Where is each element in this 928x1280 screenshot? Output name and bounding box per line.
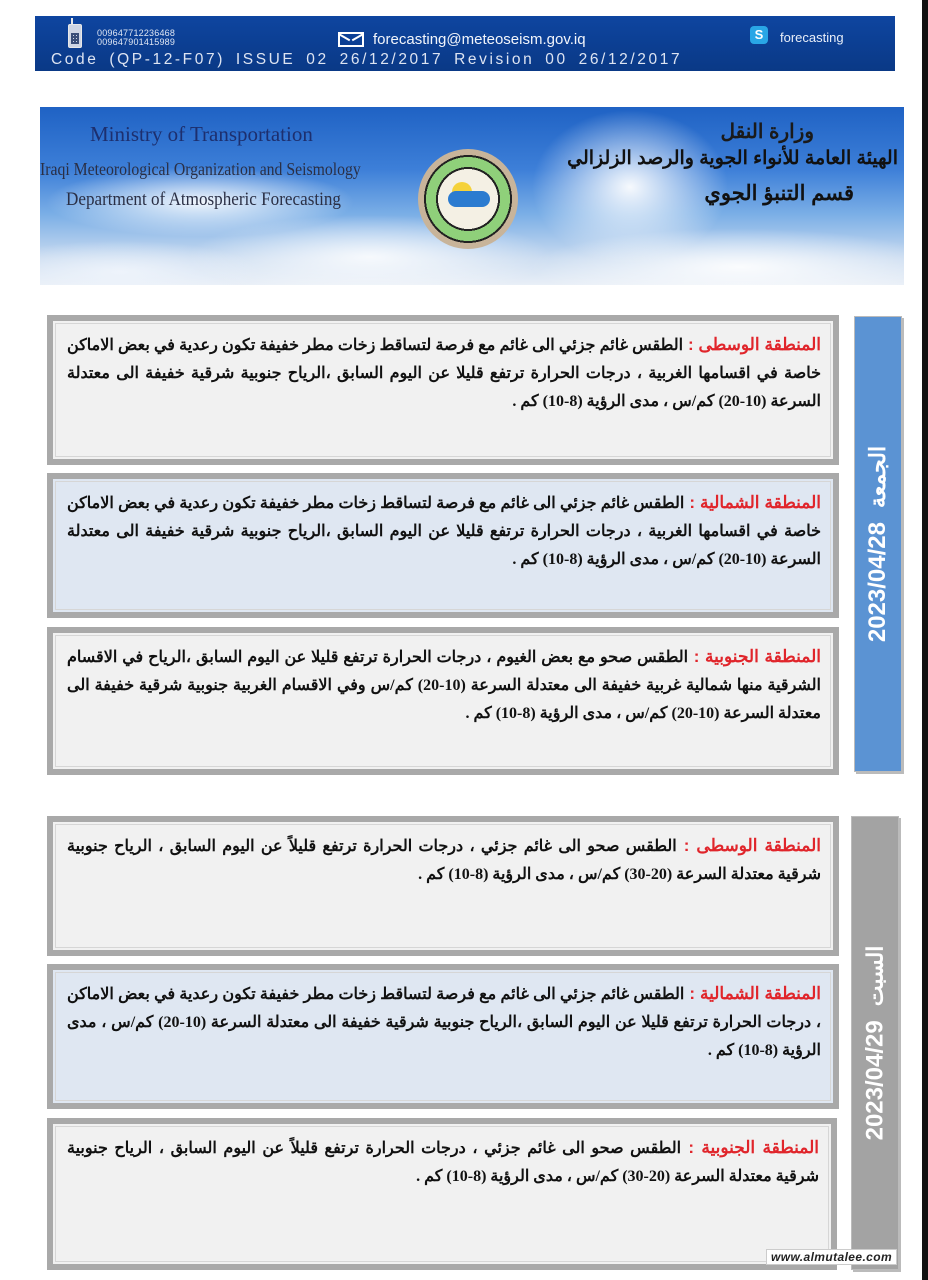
banner-organization-ar: الهيئة العامة للأنواء الجوية والرصد الزلزالي	[567, 148, 898, 169]
banner-organization-en: Iraqi Meteorological Organization and Seismology	[40, 159, 361, 179]
forecast-card-central	[47, 816, 839, 956]
day-name: الجمعة	[865, 445, 890, 509]
day-date: 2023/04/28	[864, 522, 891, 643]
day-name: السبت	[862, 945, 887, 1007]
region-label: المنطقة الجنوبية :	[688, 647, 821, 666]
email-address[interactable]: forecasting@meteoseism.gov.iq	[373, 31, 586, 48]
screen-edge	[922, 0, 928, 1280]
forecast-text: الطقس صحو الى غائم جزئي ، درجات الحرارة ترتفع قليلاً عن اليوم السابق ، الرياح جنوبية شرقية معتدلة السرعة (20-30) كم/س ، مدى الرؤية (8-10) كم .	[67, 1140, 819, 1185]
banner-department-en: Department of Atmospheric Forecasting	[66, 189, 341, 210]
region-label: المنطقة الوسطى :	[683, 335, 821, 354]
forecast-card-south	[47, 627, 839, 775]
skype-handle: forecasting	[780, 30, 844, 45]
cloud-icon	[448, 191, 490, 207]
forecast-card-north	[47, 964, 839, 1109]
forecast-text: الطقس صحو الى غائم جزئي ، درجات الحرارة ترتفع قليلاً عن اليوم السابق ، الرياح جنوبية شرقية معتدلة السرعة (20-30) كم/س ، مدى الرؤية (8-10) كم .	[67, 838, 821, 883]
organization-seal-icon	[418, 149, 518, 249]
day-date: 2023/04/29	[861, 1020, 888, 1141]
forecast-text: الطقس غائم جزئي الى غائم مع فرصة لتساقط زخات مطر خفيفة تكون رعدية في بعض الاماكن خاصة في اقسامها الغربية ، درجات الحرارة ترتفع قليلا عن اليوم السابق ،الرياح جنوبية شرقية خفيفة الى معتدلة السرعة (10-20) كم/س ، مدى الرؤية (8-10) كم .	[67, 495, 821, 568]
forecast-card-central	[47, 315, 839, 465]
forecast-text: الطقس صحو مع بعض الغيوم ، درجات الحرارة ترتفع قليلا عن اليوم السابق ،الرياح في الاقسام الشرقية منها شمالية غربية خفيفة الى معتدلة السرعة (10-20) كم/س وفي الاقسام الغربية جنوبية شرقية خفيفة الى معتدلة السرعة (10-20) كم/س ، مدى الرؤية (8-10) كم .	[67, 649, 821, 722]
ministry-banner	[40, 107, 904, 285]
day-tab-saturday	[851, 816, 899, 1270]
day-tab-friday	[854, 316, 902, 772]
banner-ministry-en: Ministry of Transportation	[90, 122, 313, 146]
forecast-text: الطقس غائم جزئي الى غائم مع فرصة لتساقط زخات مطر خفيفة تكون رعدية في بعض الاماكن خاصة في اقسامها الغربية ، درجات الحرارة ترتفع قليلا عن اليوم السابق ،الرياح جنوبية شرقية خفيفة الى معتدلة السرعة (10-20) كم/س ، مدى الرؤية (8-10) كم .	[67, 337, 821, 410]
contact-header-strip	[35, 16, 895, 71]
mobile-phone-icon	[68, 24, 82, 48]
banner-ministry-ar: وزارة النقل	[720, 121, 814, 143]
region-label: المنطقة الشمالية :	[684, 493, 821, 512]
region-label: المنطقة الوسطى :	[676, 836, 821, 855]
region-label: المنطقة الشمالية :	[684, 984, 821, 1003]
skype-icon: S	[750, 26, 768, 44]
region-label: المنطقة الجنوبية :	[681, 1138, 819, 1157]
banner-department-ar: قسم التنبؤ الجوي	[704, 182, 854, 205]
document-code-line: Code (QP-12-F07) ISSUE 02 26/12/2017 Revision 00 26/12/2017	[51, 51, 683, 68]
forecast-card-south	[47, 1118, 837, 1270]
forecast-card-north	[47, 473, 839, 618]
phone-number: 009647901415989	[97, 37, 176, 47]
site-watermark: www.almutalee.com	[766, 1249, 897, 1265]
forecast-text: الطقس غائم جزئي الى غائم مع فرصة لتساقط زخات مطر خفيفة تكون رعدية في بعض الاماكن ، درجات الحرارة ترتفع قليلا عن اليوم السابق ،الرياح جنوبية شرقية خفيفة الى معتدلة السرعة (10-20) كم/س ، مدى الرؤية (8-10) كم .	[67, 986, 821, 1059]
phone-numbers	[97, 29, 175, 47]
phone-number: 009647712236468	[97, 28, 176, 38]
envelope-icon	[338, 32, 364, 47]
